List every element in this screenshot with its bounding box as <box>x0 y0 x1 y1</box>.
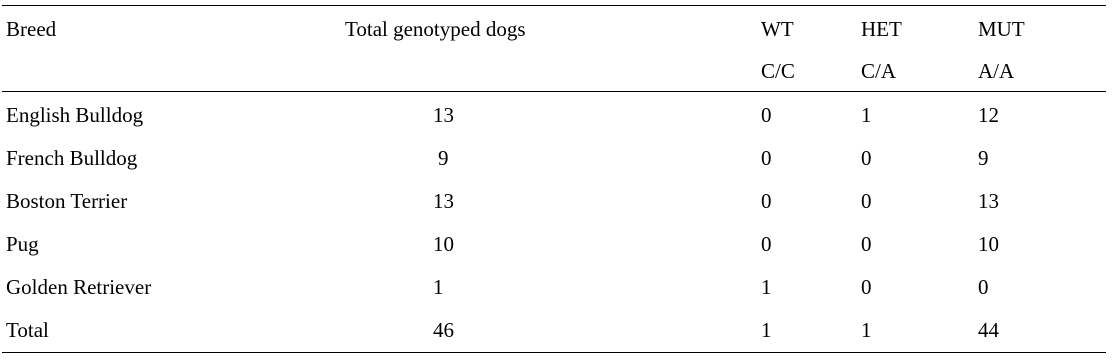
cell-het: 1 <box>861 103 872 127</box>
cell-total: 13 <box>433 103 454 127</box>
header-total-genotyped: Total genotyped dogs <box>345 17 526 41</box>
cell-het: 0 <box>861 232 872 256</box>
cell-breed: French Bulldog <box>6 146 138 170</box>
cell-mut: 10 <box>978 232 999 256</box>
cell-mut: 12 <box>978 103 999 127</box>
header-mut-genotype: A/A <box>978 59 1015 83</box>
cell-het: 0 <box>861 146 872 170</box>
table-top-rule <box>2 5 1106 6</box>
header-breed: Breed <box>6 17 57 41</box>
cell-wt: 0 <box>761 146 772 170</box>
cell-mut: 13 <box>978 189 999 213</box>
header-mut: MUT <box>978 17 1025 41</box>
cell-breed: English Bulldog <box>6 103 144 127</box>
cell-wt: 1 <box>761 275 772 299</box>
cell-mut: 0 <box>978 275 989 299</box>
cell-breed: Boston Terrier <box>6 189 128 213</box>
header-het-genotype: C/A <box>861 59 897 83</box>
header-het: HET <box>861 17 902 41</box>
cell-wt: 0 <box>761 189 772 213</box>
header-wt-genotype: C/C <box>761 59 795 83</box>
cell-het: 0 <box>861 189 872 213</box>
cell-total: 46 <box>433 318 454 342</box>
cell-total: 1 <box>433 275 444 299</box>
header-wt: WT <box>761 17 794 41</box>
cell-mut: 9 <box>978 146 989 170</box>
cell-het: 1 <box>861 318 872 342</box>
cell-breed: Pug <box>6 232 39 256</box>
cell-mut: 44 <box>978 318 999 342</box>
cell-breed: Golden Retriever <box>6 275 152 299</box>
cell-total: 9 <box>438 146 449 170</box>
table-header-rule <box>2 91 1106 92</box>
table-bottom-rule <box>2 352 1106 353</box>
cell-wt: 0 <box>761 232 772 256</box>
cell-wt: 0 <box>761 103 772 127</box>
cell-total: 13 <box>433 189 454 213</box>
cell-total: 10 <box>433 232 454 256</box>
cell-breed: Total <box>6 318 49 342</box>
cell-het: 0 <box>861 275 872 299</box>
cell-wt: 1 <box>761 318 772 342</box>
